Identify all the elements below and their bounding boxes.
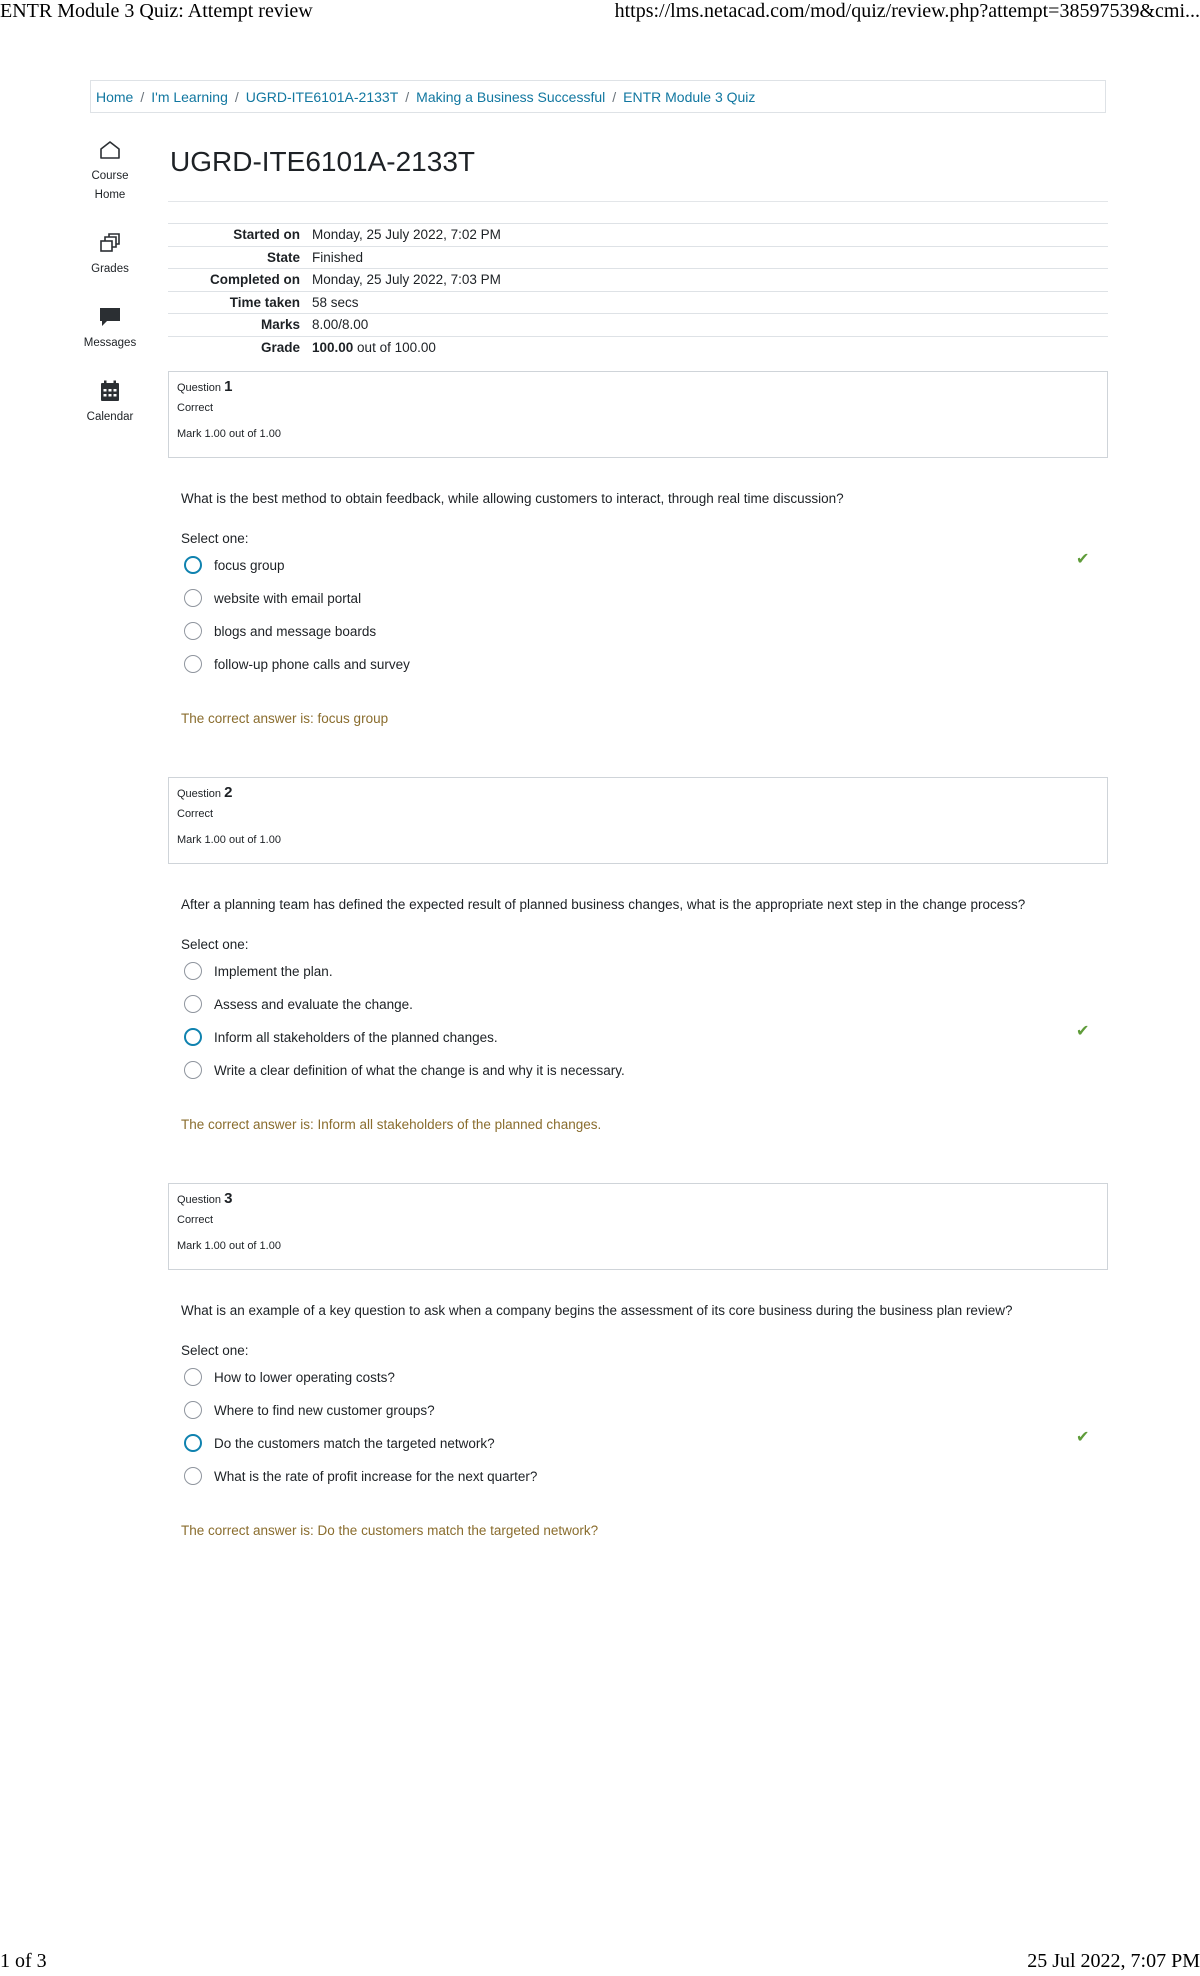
option-label: Implement the plan. bbox=[214, 963, 333, 979]
answer-option[interactable] bbox=[184, 1401, 435, 1419]
sidebar-item-label: Course bbox=[91, 170, 129, 182]
messages-icon bbox=[98, 305, 122, 329]
grades-icon bbox=[98, 231, 122, 255]
radio-button[interactable] bbox=[184, 1467, 202, 1485]
question-prefix: Question bbox=[177, 1194, 222, 1206]
option-label: Write a clear definition of what the change is and why it is necessary. bbox=[214, 1062, 625, 1078]
question-state: Correct bbox=[177, 808, 214, 820]
breadcrumb-separator: / bbox=[234, 88, 239, 105]
question-number bbox=[177, 784, 1099, 801]
breadcrumb-learning-link[interactable]: I'm Learning bbox=[151, 88, 228, 105]
correct-check-icon: ✔ bbox=[1076, 1429, 1090, 1446]
breadcrumb bbox=[90, 80, 1106, 113]
select-one-label: Select one: bbox=[181, 531, 249, 546]
radio-button[interactable] bbox=[184, 995, 202, 1013]
sidebar-item-grades[interactable] bbox=[70, 231, 150, 279]
attempt-summary-table bbox=[168, 223, 1108, 358]
option-label: focus group bbox=[214, 557, 285, 573]
answer-option[interactable] bbox=[184, 556, 285, 574]
question-number bbox=[177, 1190, 1099, 1207]
print-datetime: 25 Jul 2022, 7:07 PM bbox=[1027, 1950, 1200, 1972]
option-label: What is the rate of profit increase for the next quarter? bbox=[214, 1468, 538, 1484]
breadcrumb-separator: / bbox=[612, 88, 617, 105]
calendar-icon bbox=[98, 379, 122, 403]
question-prefix: Question bbox=[177, 382, 222, 394]
breadcrumb-course-link[interactable]: UGRD-ITE6101A-2133T bbox=[245, 88, 399, 105]
radio-button[interactable] bbox=[184, 655, 202, 673]
summary-row-started bbox=[168, 224, 1108, 247]
summary-value: Finished bbox=[312, 249, 364, 265]
correct-check-icon: ✔ bbox=[1076, 1023, 1090, 1040]
answer-option[interactable] bbox=[184, 622, 376, 640]
sidebar-item-label: Grades bbox=[91, 263, 129, 275]
breadcrumb-separator: / bbox=[405, 88, 410, 105]
question-number-value: 1 bbox=[224, 378, 233, 395]
answer-option[interactable] bbox=[184, 962, 333, 980]
option-label: Assess and evaluate the change. bbox=[214, 996, 413, 1012]
sidebar-item-label: Home bbox=[94, 189, 126, 201]
sidebar-item-messages[interactable] bbox=[70, 305, 150, 353]
summary-label: Marks bbox=[260, 317, 300, 333]
question-number-value: 2 bbox=[224, 784, 233, 801]
summary-row-grade bbox=[168, 336, 1108, 358]
answer-option[interactable] bbox=[184, 995, 413, 1013]
sidebar-item-calendar[interactable] bbox=[70, 379, 150, 427]
question-mark: Mark 1.00 out of 1.00 bbox=[177, 428, 281, 440]
page-counter: 1 of 3 bbox=[0, 1950, 47, 1972]
radio-button[interactable] bbox=[184, 622, 202, 640]
summary-row-completed bbox=[168, 269, 1108, 292]
sidebar-item-course-home[interactable] bbox=[70, 138, 150, 205]
page-title: UGRD-ITE6101A-2133T bbox=[170, 146, 476, 177]
summary-label: Completed on bbox=[210, 272, 300, 288]
home-icon bbox=[98, 138, 122, 162]
grade-value: 100.00 bbox=[312, 339, 354, 355]
title-divider bbox=[168, 201, 1108, 202]
question-number-value: 3 bbox=[224, 1190, 233, 1207]
summary-value: 8.00/8.00 bbox=[312, 317, 369, 333]
sidebar-item-label: Messages bbox=[83, 337, 137, 349]
correct-check-icon: ✔ bbox=[1076, 551, 1090, 568]
radio-button-selected[interactable] bbox=[184, 1434, 202, 1452]
radio-button[interactable] bbox=[184, 589, 202, 607]
print-url: https://lms.netacad.com/mod/quiz/review.php?attempt=38597539&cmi... bbox=[614, 0, 1200, 22]
answer-option[interactable] bbox=[184, 1061, 625, 1079]
answer-option[interactable] bbox=[184, 589, 361, 607]
question-state: Correct bbox=[177, 1214, 214, 1226]
summary-label: Time taken bbox=[229, 294, 300, 310]
question-mark: Mark 1.00 out of 1.00 bbox=[177, 1240, 281, 1252]
question-mark: Mark 1.00 out of 1.00 bbox=[177, 834, 281, 846]
option-label: blogs and message boards bbox=[214, 623, 377, 639]
breadcrumb-section-link[interactable]: Making a Business Successful bbox=[416, 88, 606, 105]
summary-row-marks bbox=[168, 314, 1108, 337]
option-label: How to lower operating costs? bbox=[214, 1369, 395, 1385]
option-label: website with email portal bbox=[214, 590, 362, 606]
summary-value: Monday, 25 July 2022, 7:03 PM bbox=[312, 272, 501, 288]
question-info-box bbox=[168, 371, 1108, 458]
correct-answer-feedback: The correct answer is: focus group bbox=[181, 711, 389, 726]
question-state: Correct bbox=[177, 402, 214, 414]
answer-option[interactable] bbox=[184, 1467, 537, 1485]
summary-row-state bbox=[168, 246, 1108, 269]
radio-button-selected[interactable] bbox=[184, 1028, 202, 1046]
print-title: ENTR Module 3 Quiz: Attempt review bbox=[0, 0, 313, 22]
option-label: follow-up phone calls and survey bbox=[214, 656, 410, 672]
option-label: Inform all stakeholders of the planned changes. bbox=[214, 1029, 498, 1045]
radio-button[interactable] bbox=[184, 1401, 202, 1419]
question-text: What is the best method to obtain feedback, while allowing customers to interact, through real time discussion? bbox=[181, 491, 844, 506]
question-text: What is an example of a key question to ask when a company begins the assessment of its core business during the business plan review? bbox=[181, 1303, 1013, 1318]
select-one-label: Select one: bbox=[181, 937, 249, 952]
answer-option[interactable] bbox=[184, 1434, 495, 1452]
option-label: Do the customers match the targeted network? bbox=[214, 1435, 495, 1451]
summary-label: Grade bbox=[260, 339, 300, 355]
answer-option[interactable] bbox=[184, 1028, 498, 1046]
summary-label: State bbox=[266, 249, 300, 265]
option-label: Where to find new customer groups? bbox=[214, 1402, 435, 1418]
summary-value: 58 secs bbox=[312, 294, 359, 310]
radio-button[interactable] bbox=[184, 1061, 202, 1079]
grade-out-of: out of 100.00 bbox=[353, 339, 436, 355]
question-info-box bbox=[168, 1183, 1108, 1270]
summary-value bbox=[306, 336, 1108, 358]
sidebar-item-label: Calendar bbox=[86, 411, 134, 423]
summary-value: Monday, 25 July 2022, 7:02 PM bbox=[312, 227, 501, 243]
question-prefix: Question bbox=[177, 788, 222, 800]
question-info-box bbox=[168, 777, 1108, 864]
question-number bbox=[177, 378, 1099, 395]
breadcrumb-home-link[interactable]: Home bbox=[96, 88, 134, 105]
print-footer bbox=[0, 1950, 1200, 1976]
breadcrumb-quiz-link[interactable]: ENTR Module 3 Quiz bbox=[623, 88, 756, 105]
summary-row-time-taken bbox=[168, 291, 1108, 314]
question-text: After a planning team has defined the expected result of planned business changes, what is the appropriate next step in the change process? bbox=[181, 897, 1026, 912]
breadcrumb-separator: / bbox=[140, 88, 145, 105]
select-one-label: Select one: bbox=[181, 1343, 249, 1358]
correct-answer-feedback: The correct answer is: Inform all stakeholders of the planned changes. bbox=[181, 1117, 602, 1132]
radio-button-selected[interactable] bbox=[184, 556, 202, 574]
summary-label: Started on bbox=[233, 227, 300, 243]
answer-option[interactable] bbox=[184, 1368, 395, 1386]
print-header bbox=[0, 0, 1200, 26]
answer-option[interactable] bbox=[184, 655, 410, 673]
course-sidebar bbox=[70, 138, 150, 453]
radio-button[interactable] bbox=[184, 1368, 202, 1386]
correct-answer-feedback: The correct answer is: Do the customers match the targeted network? bbox=[181, 1523, 599, 1538]
radio-button[interactable] bbox=[184, 962, 202, 980]
